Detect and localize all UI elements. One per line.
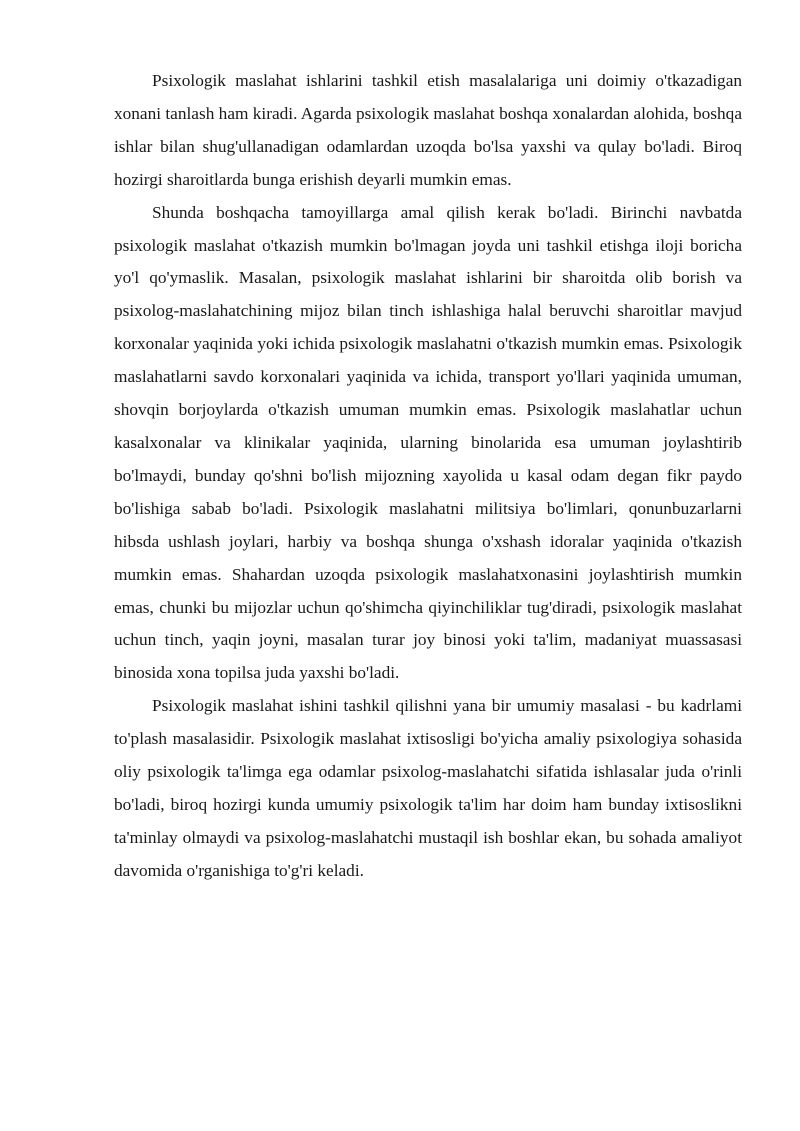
paragraph-1: Psixologik maslahat ishlarini tashkil etish masalalariga uni doimiy o'tkazadigan xonani tanlash ham kiradi. Agarda psixologik maslahat boshqa xonalardan alohida, boshqa ishlar bilan shug'ullanadigan odamlardan uzoqda bo'lsa yaxshi va qulay bo'ladi. Biroq hozirgi sharoitlarda bunga erishish deyarli mumkin emas. [114, 71, 742, 189]
document-page [114, 65, 742, 888]
paragraph-2: Shunda boshqacha tamoyillarga amal qilish kerak bo'ladi. Birinchi navbatda psixologik maslahat o'tkazish mumkin bo'lmagan joyda uni tashkil etishga iloji boricha yo'l qo'ymaslik. Masalan, psixologik maslahat ishlarini bir sharoitda olib borish va psixolog-maslahatchining mijoz bilan tinch ishlashiga halal beruvchi sharoitlar mavjud korxonalar yaqinida yoki ichida psixologik maslahatni o'tkazish mumkin emas. Psixologik maslahatlarni savdo korxonalari yaqinida va ichida, transport yo'llari yaqinida umuman, shovqin borjoylarda o'tkazish umuman mumkin emas. Psixologik maslahatlar uchun kasalxonalar va klinikalar yaqinida, ularning binolarida esa umuman joylashtirib bo'lmaydi, bunday qo'shni bo'lish mijozning xayolida u kasal odam degan fikr paydo bo'lishiga sabab bo'ladi. Psixologik maslahatni militsiya bo'limlari, qonunbuzarlarni hibsda ushlash joylari, harbiy va boshqa shunga o'xshash idoralar yaqinida o'tkazish mumkin emas. Shahardan uzoqda psixologik maslahatxonasini joylashtirish mumkin emas, chunki bu mijozlar uchun qo'shimcha qiyinchiliklar tug'diradi, psixologik maslahat uchun tinch, yaqin joyni, masalan turar joy binosi yoki ta'lim, madaniyat muassasasi binosida xona topilsa juda yaxshi bo'ladi. [114, 202, 742, 683]
paragraph-3: Psixologik maslahat ishini tashkil qilishni yana bir umumiy masalasi - bu kadrlami to'plash masalasidir. Psixologik maslahat ixtisosligi bo'yicha amaliy psixologiya sohasida oliy psixologik ta'limga ega odamlar psixolog-maslahatchi sifatida ishlasalar juda o'rinli bo'ladi, biroq hozirgi kunda umumiy psixologik ta'lim har doim ham bunday ixtisoslikni ta'minlay olmaydi va psixolog-maslahatchi mustaqil ish boshlar ekan, bu sohada amaliyot davomida o'rganishiga to'g'ri keladi. [114, 696, 742, 880]
